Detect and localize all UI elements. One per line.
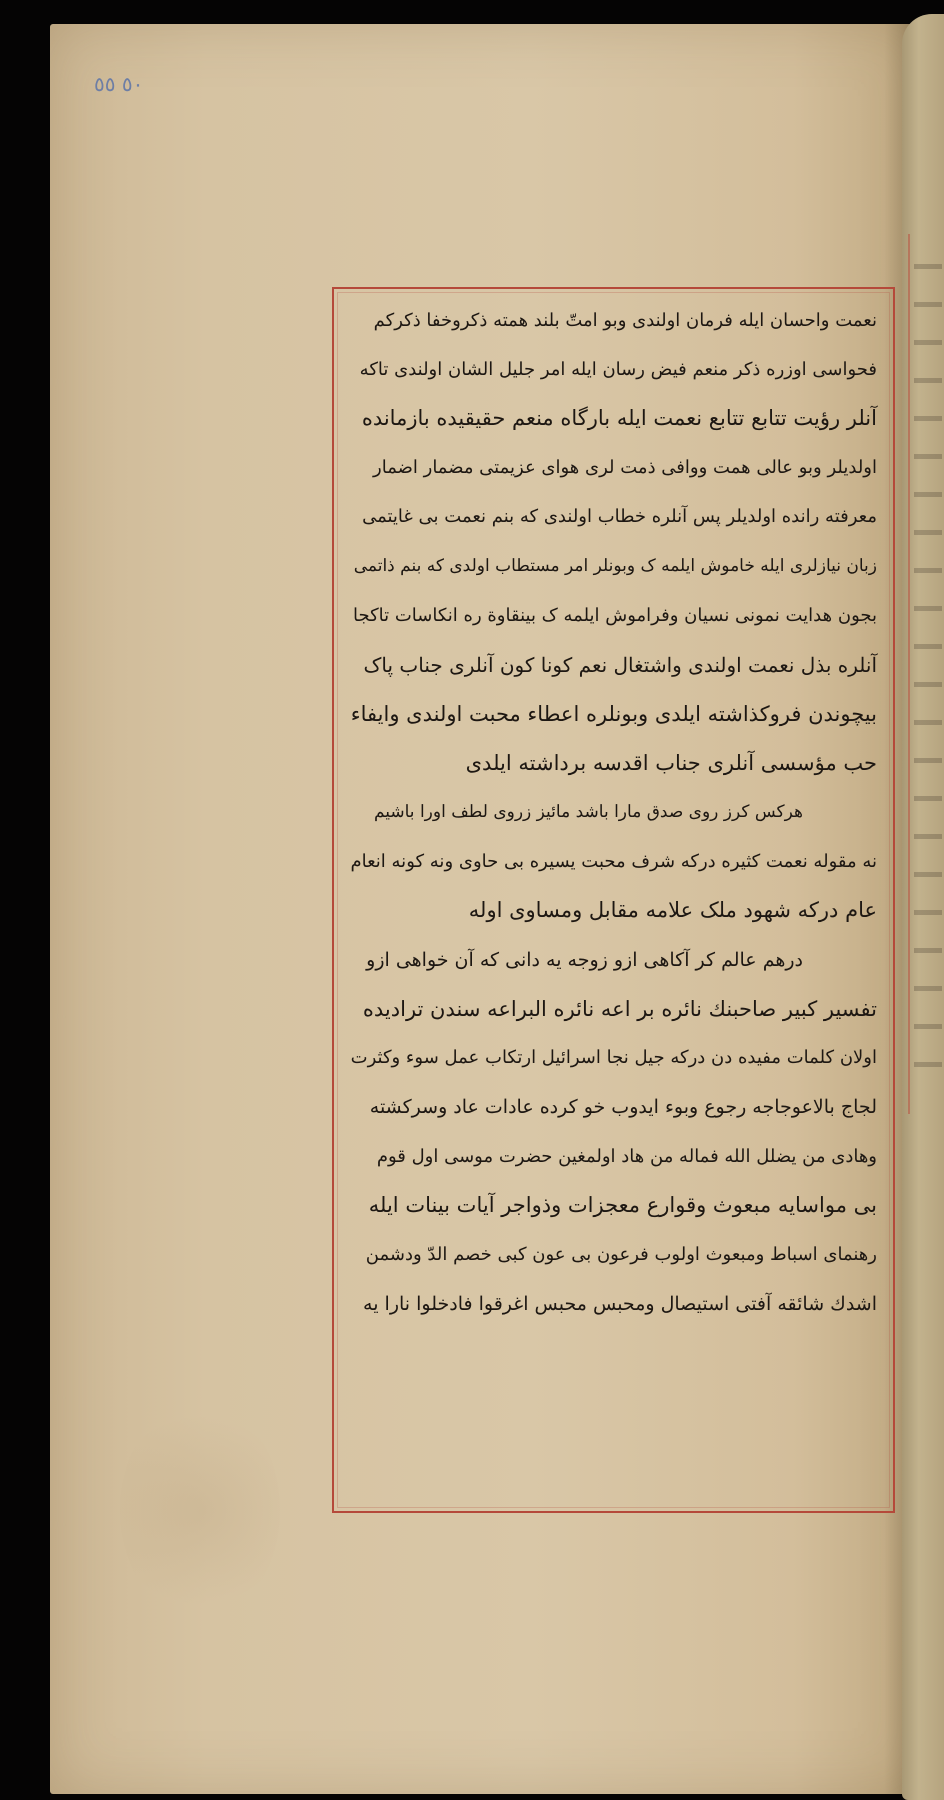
text-line: عام درکه شهود ملک علامه مقابل ومساوی اوله <box>468 898 877 923</box>
verse-line: درهم عالم کر آکاهی ازو زوجه یه دانی که آن خواهی ازو <box>366 948 803 971</box>
text-line: نه مقوله نعمت کثیره درکه شرف محبت یسیره بی حاوی ونه کونه انعام <box>350 850 877 872</box>
text-line: اولان کلمات مفیده دن درکه جیل نجا اسرائیل ارتکاب عمل سوء وکثرت <box>350 1047 877 1069</box>
text-line: وهادی من یضلل الله فماله من هاد اولمغین حضرت موسی اول قوم <box>376 1145 877 1167</box>
text-line: زبان نیازلری ایله خاموش ایلمه ک وبونلر امر مستطاب اولدی که بنم ذاتمی <box>353 556 877 577</box>
text-line: تفسیر کبیر صاحبنك نائره بر اعه نائره البراعه سندن ترادیده <box>362 996 877 1021</box>
text-line: فحواسی اوزره ذکر منعم فیض رسان ایله امر جلیل الشان اولندی تاکه <box>359 358 877 380</box>
text-line: اولدیلر وبو عالی همت ووافی ذمت لری هوای عزیمتی مضمار اضمار <box>373 457 877 479</box>
text-line: معرفته رانده اولدیلر پس آنلره خطاب اولندی که بنم نعمت بی غایتمی <box>362 506 877 528</box>
adjacent-page-edge <box>902 14 944 1800</box>
text-line: اشدك شائقه آفتی استیصال ومحبس محبس اغرقوا فادخلوا نارا یه <box>363 1292 877 1315</box>
text-line: آنلره بذل نعمت اولندی واشتغال نعم کونا کون آنلری جناب پاک <box>363 652 877 677</box>
verse-line: هرکس کرز روی صدق مارا باشد مائیز زروی لطف اورا باشیم <box>373 801 803 822</box>
text-line: حب مؤسسی آنلری جناب اقدسه برداشته ایلدی <box>465 750 877 775</box>
text-line: لجاج بالاعوجاجه رجوع وبوء ایدوب خو کرده عادات عاد وسرکشته <box>369 1096 877 1119</box>
text-line: نعمت واحسان ایله فرمان اولندی وبو امتّ بلند همته ذکروخفا ذکرکم <box>373 309 877 331</box>
text-line: بجون هدایت نمونی نسیان وفراموش ایلمه ک بینقاوة ره انکاسات تاکجا <box>352 604 877 626</box>
folio-number: ٥٠ ٥٥ <box>94 72 144 96</box>
text-block <box>340 296 887 1506</box>
adjacent-page-text-traces <box>914 264 942 1084</box>
paper-stain <box>120 1400 280 1620</box>
text-line: آنلر رؤیت تتابع تتابع نعمت ایله بارگاه منعم حقیقیده بازمانده <box>361 406 877 431</box>
text-line: بی مواسایه مبعوث وقوارع معجزات وذواجر آیات بینات ایله <box>368 1193 877 1218</box>
text-line: بیچوندن فروکذاشته ایلدی وبونلره اعطاء محبت اولندی وایفاء <box>350 701 877 726</box>
adjacent-page-rule <box>908 234 910 1114</box>
text-line: رهنمای اسباط ومبعوث اولوب فرعون بی عون کبی خصم الدّ ودشمن <box>365 1244 877 1266</box>
